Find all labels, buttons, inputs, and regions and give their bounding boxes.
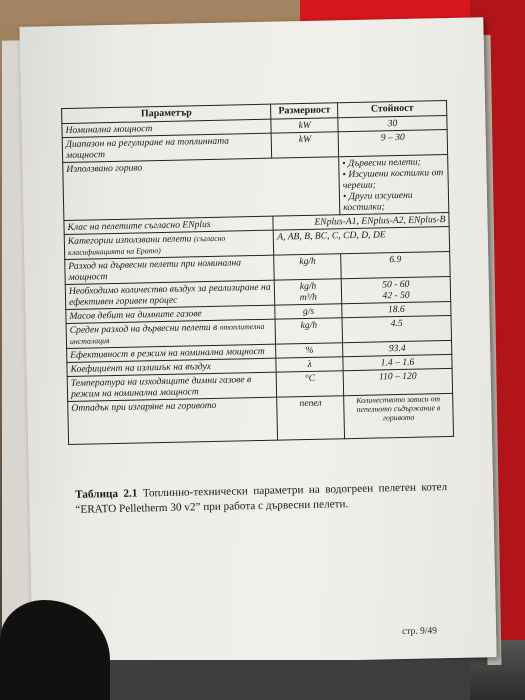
param-cell: Клас на пелетите съгласно ENplus xyxy=(64,216,274,234)
unit-line: m³/h xyxy=(299,291,318,304)
caption-text: Топлинно-технически параметри на водогреен пелетен котел “ERATO Pelletherm 30 v2” при работа с дървесни пелети. xyxy=(75,481,448,516)
header-parameter: Параметър xyxy=(62,104,272,123)
value-cell: 6.9 xyxy=(341,251,450,278)
value-cell xyxy=(339,154,449,214)
value-line: 50 - 60 xyxy=(382,278,410,291)
table-row xyxy=(63,154,449,220)
param-text: Среден разход на дървесни пелети в xyxy=(69,321,218,336)
param-cell: Използвано гориво xyxy=(63,156,340,220)
value-cell: 30 xyxy=(338,115,447,131)
unit-cell: kg/h xyxy=(275,318,342,344)
value-cell: Количеството зависи от пепелното съдържание в горивото xyxy=(344,394,454,439)
table-row xyxy=(68,394,454,445)
unit-cell: kW xyxy=(271,117,338,132)
header-unit: Размерност xyxy=(271,103,338,119)
document-page xyxy=(19,17,496,667)
list-item: • Други изсушени костилки; xyxy=(343,189,445,213)
value-cell: 9 – 30 xyxy=(338,129,447,156)
unit-cell: g/s xyxy=(275,304,342,319)
header-value: Стойност xyxy=(338,100,447,117)
param-note: (съгласно класификацията на Ерато) xyxy=(67,233,226,257)
value-cell: 1.4 – 1.6 xyxy=(343,355,452,371)
param-cell: Номинална мощност xyxy=(62,119,272,137)
unit-cell: °C xyxy=(276,371,343,397)
unit-cell: kg/h xyxy=(274,254,341,280)
unit-cell: пепел xyxy=(277,396,345,440)
unit-cell: λ xyxy=(276,357,343,372)
value-cell: ENplus-A1, ENplus-A2, ENplus-B xyxy=(273,212,449,230)
list-item: • Дървесни пелети; xyxy=(342,156,444,169)
list-item: • Изсушени костилки от череши; xyxy=(342,167,444,191)
param-note: отоплителна инсталация xyxy=(69,321,265,346)
param-cell: Масов дебит на димните газове xyxy=(66,305,276,323)
unit-cell: % xyxy=(276,343,343,358)
parameters-table xyxy=(61,100,454,445)
param-cell: Необходимо количество въздух за реализиране на ефективен горивен процес xyxy=(65,280,275,309)
param-cell: Разход на дървесни пелети при номинална мощност xyxy=(65,255,275,284)
unit-cell: kW xyxy=(271,131,338,157)
fuel-list xyxy=(342,156,445,213)
value-cell: 4.5 xyxy=(342,315,451,342)
caption-label: Таблица 2.1 xyxy=(75,487,138,501)
param-cell: Ефективност в режим на номинална мощност xyxy=(67,344,277,362)
unit-line: kg/h xyxy=(299,280,317,293)
value-cell: A, AB, B, BC, C, CD, D, DE xyxy=(274,226,450,255)
value-cell: 18.6 xyxy=(342,301,451,317)
value-cell xyxy=(341,276,450,303)
param-text: Категории използвани пелети xyxy=(67,233,192,247)
desk-shadow xyxy=(90,660,470,700)
value-line: 42 - 50 xyxy=(382,289,410,302)
param-cell: Диапазон на регулиране на топлинната мощност xyxy=(62,133,272,162)
param-cell: Температура на изходящите димни газове в режим на номинална мощност xyxy=(67,372,277,401)
param-cell: Коефициент на излишък на въздух xyxy=(67,358,277,376)
param-cell: Отпадък при изгаряне на горивото xyxy=(68,397,278,444)
value-cell: 93.4 xyxy=(343,341,452,357)
unit-cell xyxy=(275,279,342,305)
table-caption xyxy=(75,480,448,518)
page-number: стр. 9/49 xyxy=(402,626,438,638)
value-cell: 110 – 120 xyxy=(343,369,452,396)
